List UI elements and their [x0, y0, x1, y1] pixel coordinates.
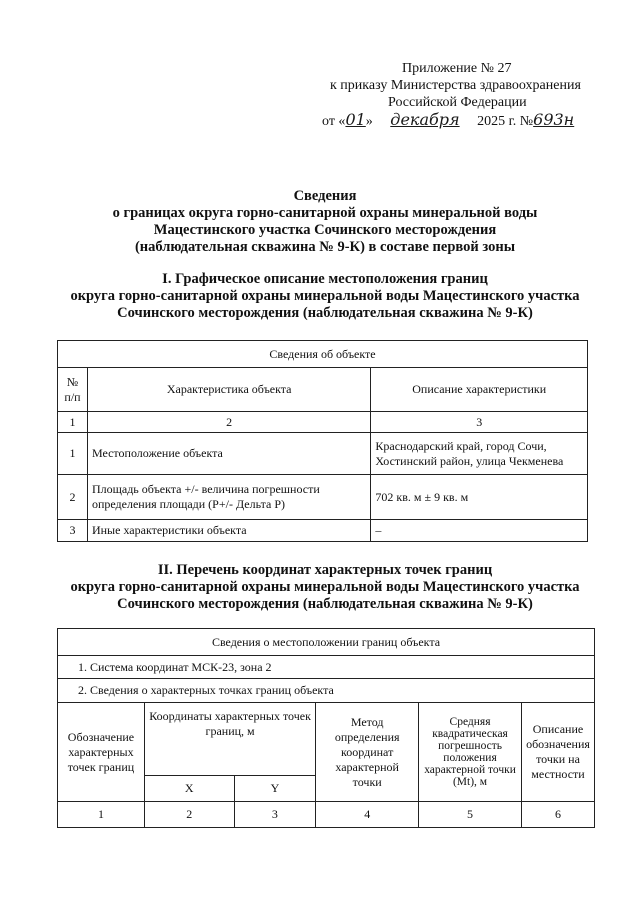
- boundary-points-table: [57, 628, 595, 828]
- header-mean-error: Средняя квадратическая погрешность положения характерной точки (Mt), м: [419, 703, 522, 802]
- title-line-1: Сведения: [293, 188, 357, 204]
- section-1-line-3: Сочинского месторождения (наблюдательная скважина № 9-К): [117, 305, 533, 321]
- row-characteristic: Местоположение объекта: [87, 433, 370, 475]
- row-description: Краснодарский край, город Сочи, Хостинский район, улица Чекменева: [371, 433, 588, 475]
- date-day-handwritten: 01: [345, 110, 366, 129]
- object-info-table: [57, 340, 588, 542]
- row-description: 702 кв. м ± 9 кв. м: [371, 475, 588, 520]
- table2-caption: Сведения о местоположении границ объекта: [58, 629, 595, 656]
- table-row: [58, 475, 588, 520]
- header-y: Y: [234, 776, 316, 802]
- row-characteristic: Иные характеристики объекта: [87, 520, 370, 542]
- date-month-handwritten: декабря: [390, 110, 460, 129]
- header-method: Метод определения координат характерной точки: [316, 703, 419, 802]
- table2-colnum-6: 6: [521, 802, 594, 828]
- table2-colnum-4: 4: [316, 802, 419, 828]
- order-date-line: [318, 111, 618, 130]
- title-line-3: Мацестинского участка Сочинского месторождения: [153, 222, 497, 238]
- header-coordinates: Координаты характерных точек границ, м: [144, 703, 315, 776]
- header-point-designation: Обозначение характерных точек границ: [58, 703, 145, 802]
- section-2-line-1: II. Перечень координат характерных точек границ: [157, 562, 493, 578]
- table1-colnum-1: 1: [58, 412, 88, 433]
- table2-colnum-5: 5: [419, 802, 522, 828]
- section-2-line-2: округа горно-санитарной охраны минеральной воды Мацестинского участка: [70, 579, 580, 595]
- boundary-points-info-row: 2. Сведения о характерных точках границ объекта: [58, 679, 595, 703]
- table1-colnum-2: 2: [87, 412, 370, 433]
- order-reference: к приказу Министерства здравоохранения: [330, 78, 581, 93]
- date-mid: »: [365, 114, 373, 129]
- table-row: [58, 520, 588, 542]
- table2-colnum-1: 1: [58, 802, 145, 828]
- title-line-2: о границах округа горно-санитарной охраны минеральной воды: [112, 205, 538, 221]
- table1-header-characteristic: Характеристика объекта: [87, 368, 370, 412]
- appendix-header: [318, 60, 618, 130]
- order-number-handwritten: 693н: [533, 110, 575, 129]
- table-row: [58, 433, 588, 475]
- title-line-4: (наблюдательная скважина № 9-К) в составе первой зоны: [134, 239, 516, 255]
- section-2-line-3: Сочинского месторождения (наблюдательная скважина № 9-К): [117, 596, 533, 612]
- date-prefix: от «: [322, 114, 346, 129]
- row-description: –: [371, 520, 588, 542]
- row-number: 3: [58, 520, 88, 542]
- table1-caption: Сведения об объекте: [58, 341, 588, 368]
- table1-colnum-3: 3: [371, 412, 588, 433]
- coordinate-system-row: 1. Система координат МСК-23, зона 2: [58, 656, 595, 679]
- document-title: [40, 188, 610, 256]
- section-2-heading: [40, 562, 610, 613]
- row-characteristic: Площадь объекта +/- величина погрешности определения площади (Р+/- Дельта Р): [87, 475, 370, 520]
- row-number: 2: [58, 475, 88, 520]
- table1-header-num: № п/п: [58, 368, 88, 412]
- section-1-heading: [40, 271, 610, 322]
- ministry-country: Российской Федерации: [388, 95, 527, 110]
- table1-header-description: Описание характеристики: [371, 368, 588, 412]
- section-1-line-2: округа горно-санитарной охраны минеральной воды Мацестинского участка: [70, 288, 580, 304]
- appendix-number: Приложение № 27: [402, 61, 512, 76]
- table2-colnum-3: 3: [234, 802, 316, 828]
- header-x: X: [144, 776, 234, 802]
- table2-colnum-2: 2: [144, 802, 234, 828]
- header-point-description: Описание обозначения точки на местности: [521, 703, 594, 802]
- row-number: 1: [58, 433, 88, 475]
- section-1-line-1: I. Графическое описание местоположения границ: [162, 271, 488, 287]
- date-year: 2025 г. №: [477, 114, 534, 129]
